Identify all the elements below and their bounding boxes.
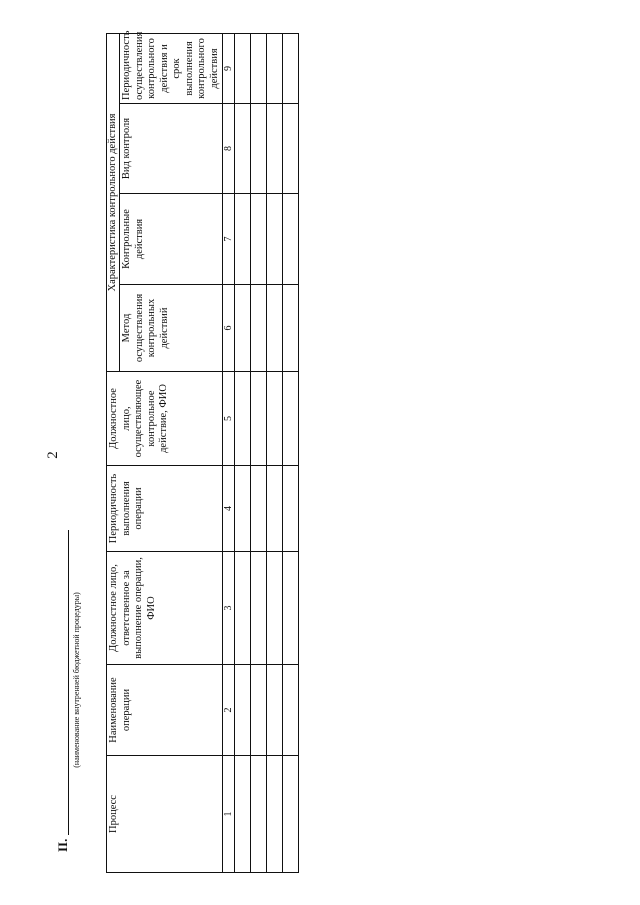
empty-cell (283, 285, 299, 372)
group-header-control-characteristics: Характеристика контрольного действия (107, 33, 120, 371)
empty-cell (251, 33, 267, 103)
empty-cell (235, 756, 251, 873)
empty-cell (267, 756, 283, 873)
column-number: 2 (223, 665, 235, 756)
column-number: 7 (223, 194, 235, 285)
empty-cell (283, 372, 299, 466)
col-header-control-type: Вид контроля (120, 104, 223, 194)
table-row (235, 33, 251, 872)
empty-cell (251, 104, 267, 194)
empty-cell (235, 552, 251, 665)
empty-cell (267, 552, 283, 665)
col-header-process: Процесс (107, 756, 223, 873)
col-header-control-actions: Контрольные действия (120, 194, 223, 285)
section-number: II. (55, 838, 70, 852)
empty-cell (235, 285, 251, 372)
column-number-row (223, 33, 235, 872)
empty-cell (251, 552, 267, 665)
column-number: 3 (223, 552, 235, 665)
empty-cell (267, 372, 283, 466)
col-header-operation-frequency: Периодичность выполнения операции (107, 466, 223, 552)
empty-cell (267, 285, 283, 372)
empty-cell (283, 466, 299, 552)
empty-cell (283, 756, 299, 873)
empty-cell (283, 104, 299, 194)
section-caption: (наименование внутренней бюджетной процедуры) (72, 592, 81, 768)
column-number: 6 (223, 285, 235, 372)
table-row (251, 33, 267, 872)
empty-cell (283, 552, 299, 665)
rotated-page (40, 0, 640, 905)
column-number: 9 (223, 33, 235, 103)
table-row (267, 33, 283, 872)
control-table (106, 30, 299, 873)
table-row (283, 33, 299, 872)
column-number: 1 (223, 756, 235, 873)
empty-cell (283, 194, 299, 285)
empty-cell (251, 665, 267, 756)
column-number: 8 (223, 104, 235, 194)
empty-cell (267, 665, 283, 756)
empty-cell (267, 33, 283, 103)
empty-cell (251, 372, 267, 466)
empty-cell (251, 756, 267, 873)
empty-cell (267, 104, 283, 194)
empty-cell (283, 665, 299, 756)
empty-cell (235, 372, 251, 466)
header-row-group (107, 33, 120, 872)
col-header-operation-name: Наименование операции (107, 665, 223, 756)
empty-cell (235, 194, 251, 285)
empty-cell (251, 285, 267, 372)
empty-cell (235, 665, 251, 756)
empty-cell (235, 33, 251, 103)
empty-cell (283, 33, 299, 103)
section-title-line (68, 530, 69, 835)
column-number: 4 (223, 466, 235, 552)
col-header-responsible-person: Должностное лицо, ответственное за выполнение операции, ФИО (107, 552, 223, 665)
empty-cell (267, 466, 283, 552)
col-header-control-method: Метод осуществления контрольных действий (120, 285, 223, 372)
empty-cell (251, 194, 267, 285)
col-header-controlling-person: Должностное лицо, осуществляющее контрольное действие, ФИО (107, 372, 223, 466)
empty-cell (267, 194, 283, 285)
empty-cell (251, 466, 267, 552)
empty-cell (235, 104, 251, 194)
page-number: 2 (45, 451, 61, 459)
column-number: 5 (223, 372, 235, 466)
col-header-control-frequency: Периодичность осуществления контрольного действия и срок выполнения контрольного действия (120, 33, 223, 103)
empty-cell (235, 466, 251, 552)
